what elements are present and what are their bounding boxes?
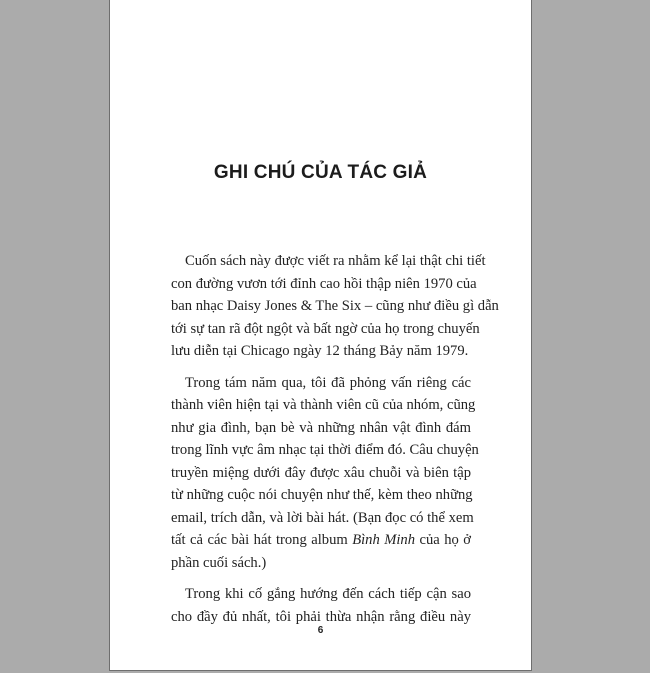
text-line: trong lĩnh vực âm nhạc tại thời điểm đó. Câu chuyện <box>171 442 479 458</box>
text-run: tất cả các bài hát trong album <box>171 532 353 548</box>
text-line <box>171 529 471 552</box>
text-line: thành viên hiện tại và thành viên cũ của nhóm, cũng <box>171 397 476 413</box>
text-line: lưu diễn tại Chicago ngày 12 tháng Bảy năm 1979. <box>171 343 469 359</box>
text-line: Cuốn sách này được viết ra nhằm kể lại thật chi tiết <box>185 253 486 269</box>
paragraph-1 <box>171 250 499 363</box>
page-number: 6 <box>317 625 324 636</box>
text-line: tới sự tan rã đột ngột và bất ngờ của họ trong chuyến <box>171 320 480 337</box>
text-line: từ những cuộc nói chuyện như thế, kèm theo những <box>171 487 473 503</box>
text-line: truyền miệng dưới đây được xâu chuỗi và biên tập <box>171 464 471 481</box>
body-text <box>171 250 499 637</box>
album-title: Bình Minh <box>352 532 416 548</box>
book-page <box>109 0 532 671</box>
text-run: của họ ở <box>415 532 471 548</box>
text-line: ban nhạc Daisy Jones & The Six – cũng như điều gì dẫn <box>171 298 499 314</box>
text-line: cho đầy đủ nhất, tôi phải thừa nhận rằng điều này <box>171 608 471 625</box>
text-line: Trong khi cố gắng hướng đến cách tiếp cận sao <box>185 586 471 602</box>
text-line: Trong tám năm qua, tôi đã phỏng vấn riêng các <box>185 374 471 391</box>
text-line: con đường vươn tới đỉnh cao hồi thập niên 1970 của <box>171 275 477 292</box>
paragraph-3 <box>171 583 471 628</box>
paragraph-2 <box>171 372 479 575</box>
text-line: phần cuối sách.) <box>171 554 267 571</box>
page-title: GHI CHÚ CỦA TÁC GIẢ <box>213 162 428 183</box>
text-line: email, trích dẫn, và lời bài hát. (Bạn đọc có thể xem <box>171 509 474 526</box>
text-line: như gia đình, bạn bè và những nhân vật đình đám <box>171 419 471 436</box>
